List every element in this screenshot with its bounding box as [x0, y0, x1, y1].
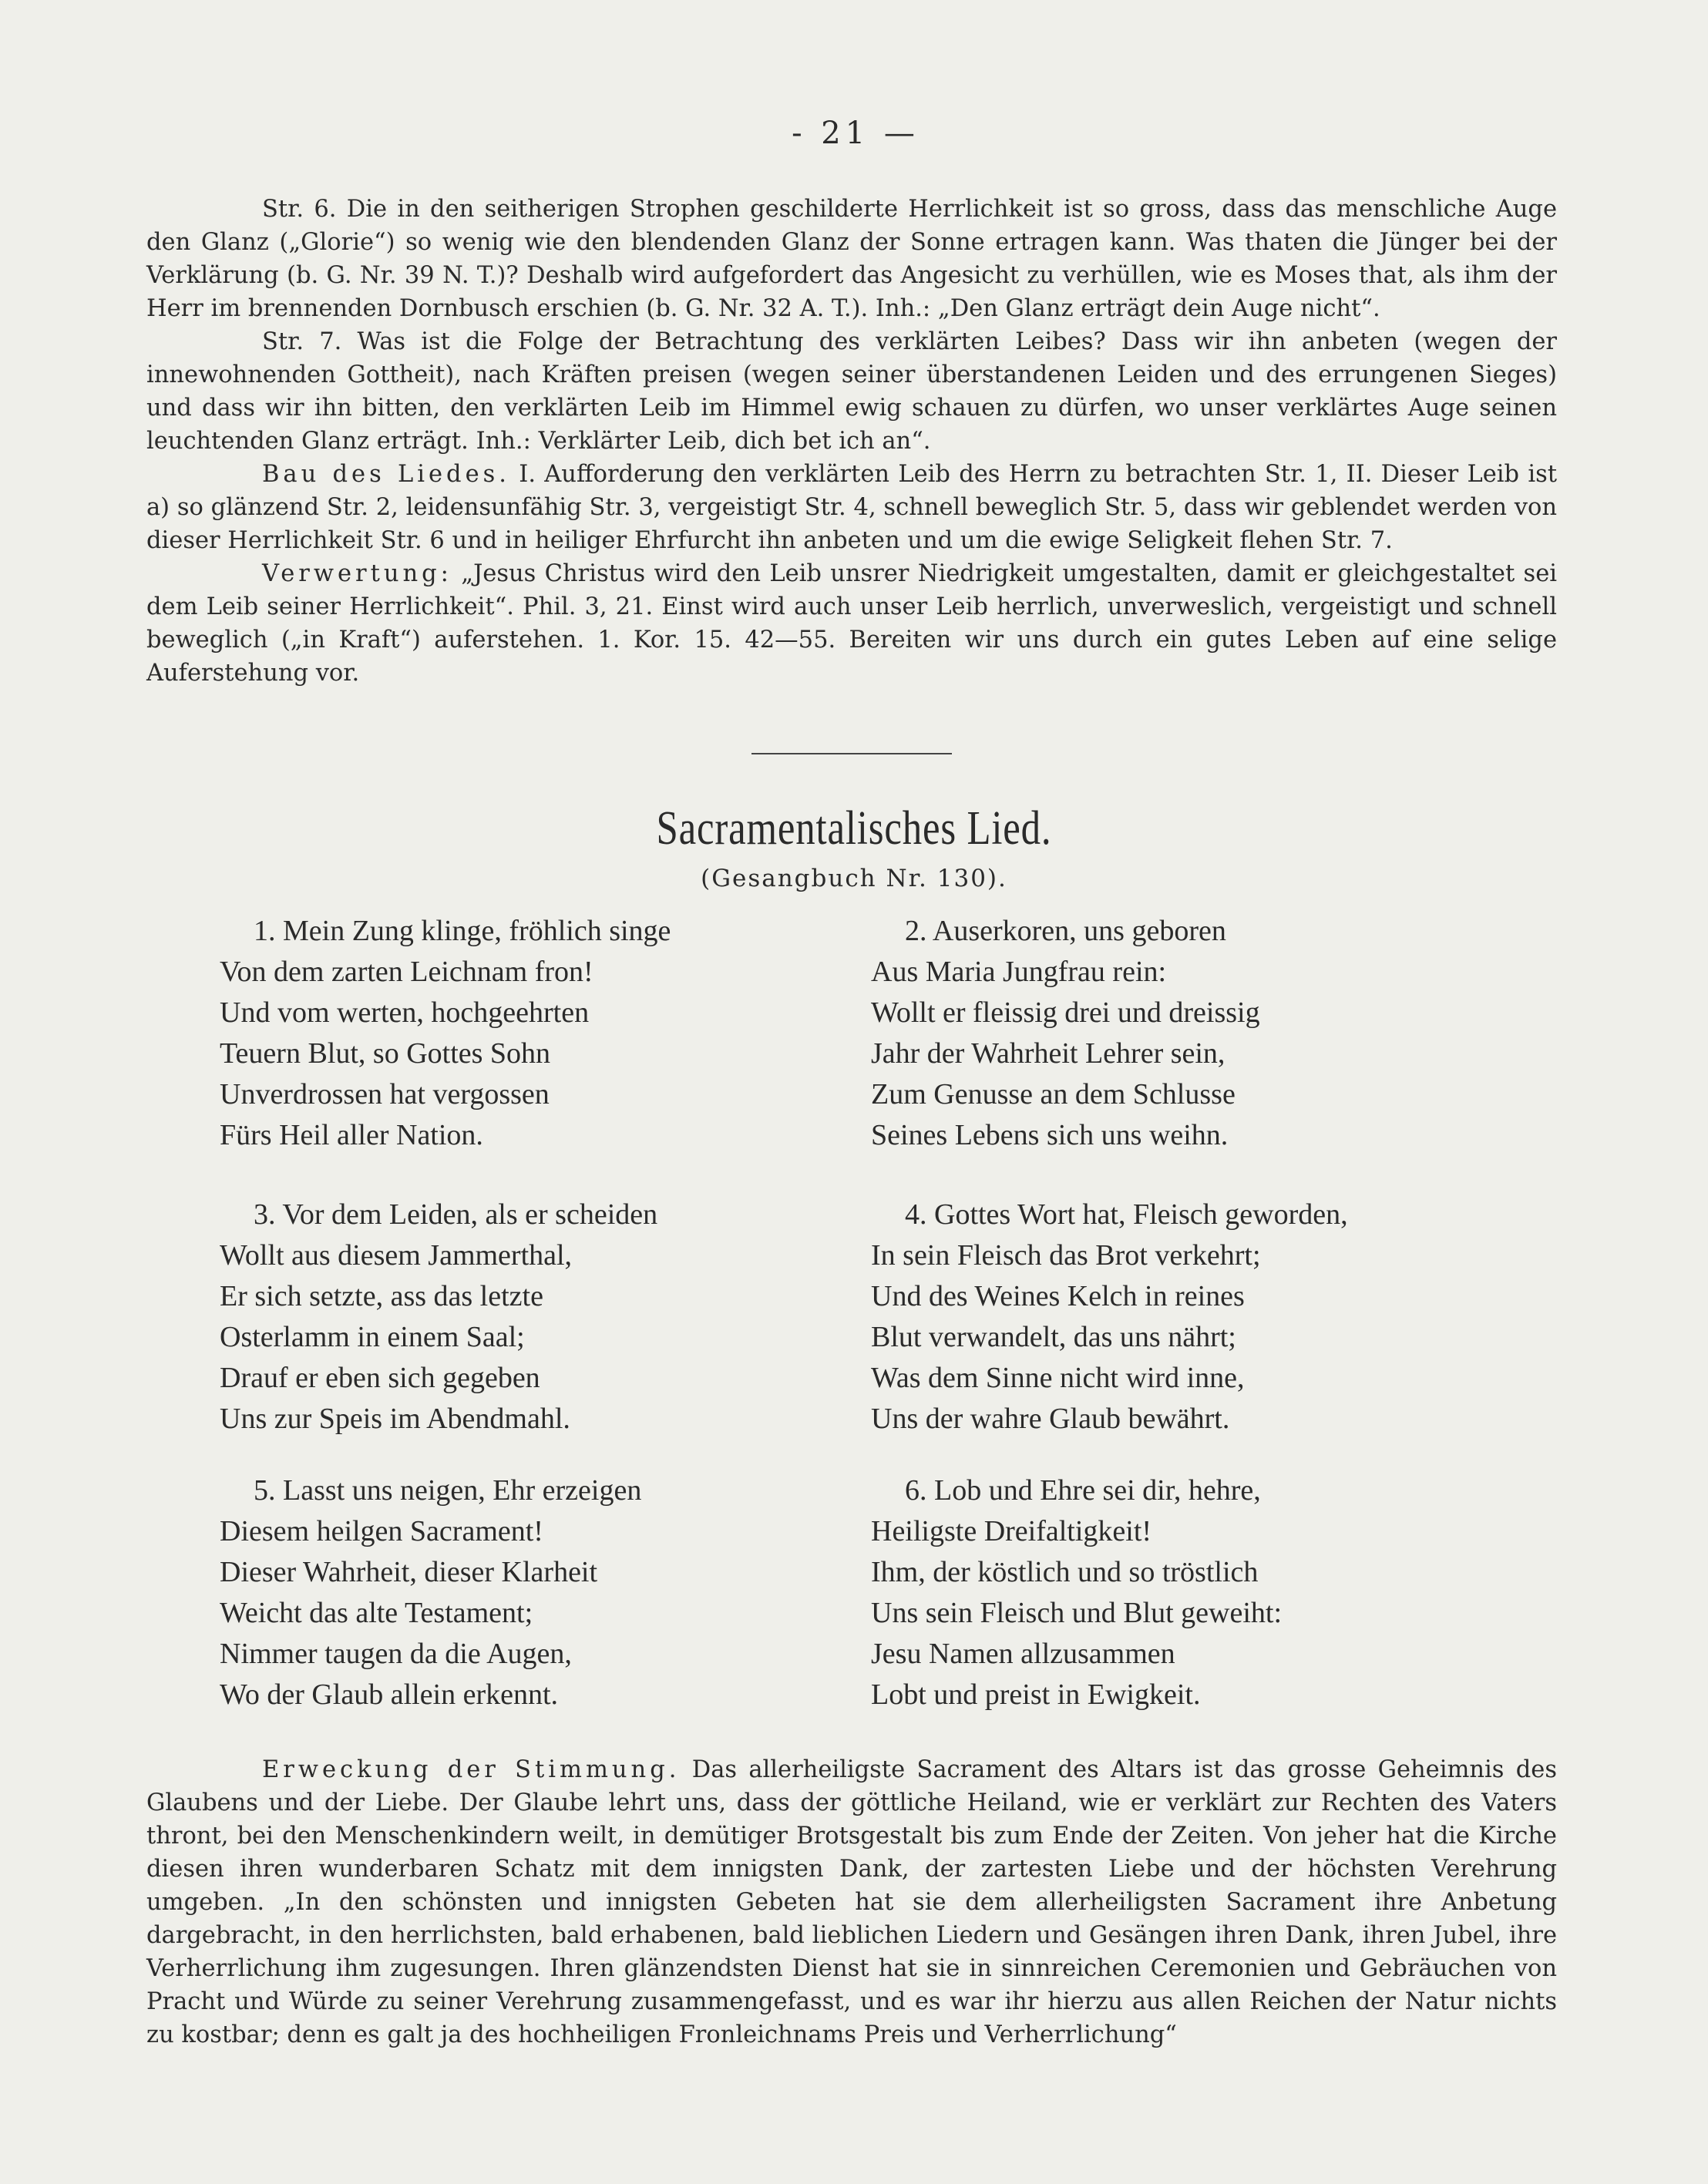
stanza-line: Aus Maria Jungfrau rein: [871, 956, 1167, 988]
stanza-line: Uns der wahre Glaub bewährt. [871, 1403, 1230, 1435]
stanza-line: Diesem heilgen Sacrament! [220, 1515, 543, 1547]
stanza-line: Er sich setzte, ass das letzte [220, 1280, 543, 1312]
paragraph-bau-des-liedes [146, 458, 1557, 557]
stanza-line: Seines Lebens sich uns weihn. [871, 1119, 1229, 1151]
stanza-line: Heiligste Dreifaltigkeit! [871, 1515, 1152, 1547]
stanza-line: Drauf er eben sich gegeben [220, 1362, 540, 1394]
stanza-line: Wollt er fleissig drei und dreissig [871, 996, 1260, 1029]
paragraph-str-7 [146, 325, 1557, 458]
paragraph-text: Die in den seitherigen Strophen geschilderte Herrlichkeit ist so gross, dass das menschliche Auge den Glanz („Glorie“) so wenig wie den blendenden Glanz der Sonne ertragen kann. Was thaten die Jünger bei der Verklärung (b. G. Nr. 39 N. T.)? Deshalb wird aufgefordert das Angesicht zu verhüllen, wie es Moses that, als ihm der Herr im brennenden Dornbusch erschien (b. G. Nr. 32 A. T.). Inh.: „Den Glanz erträgt dein Auge nicht“. [146, 196, 1557, 322]
paragraph-lead: Erweckung der Stimmung. [262, 1756, 681, 1783]
stanza-line: 5. Lasst uns neigen, Ehr erzeigen [254, 1474, 642, 1507]
stanza-line: Uns sein Fleisch und Blut geweiht: [871, 1597, 1283, 1629]
stanza-line: Wollt aus diesem Jammerthal, [220, 1239, 573, 1272]
top-prose [146, 193, 1557, 690]
stanza-line: Osterlamm in einem Saal; [220, 1321, 525, 1353]
stanza-3 [220, 1194, 657, 1440]
stanza-line: Nimmer taugen da die Augen, [220, 1638, 572, 1670]
stanza-line: Lobt und preist in Ewigkeit. [871, 1678, 1201, 1711]
page-number: - 21 — [792, 116, 920, 151]
section-divider [751, 753, 952, 754]
stanza-line: Jesu Namen allzusammen [871, 1638, 1175, 1670]
stanza-1 [220, 911, 671, 1156]
stanza-line: In sein Fleisch das Brot verkehrt; [871, 1239, 1261, 1272]
stanza-line: 1. Mein Zung klinge, fröhlich singe [254, 915, 671, 947]
paragraph-lead: Bau des Liedes. [262, 461, 510, 488]
stanza-line: Ihm, der köstlich und so tröstlich [871, 1556, 1259, 1588]
stanza-line: Blut verwandelt, das uns nährt; [871, 1321, 1236, 1353]
paragraph-erweckung [146, 1753, 1557, 2051]
stanza-line: Unverdrossen hat vergossen [220, 1078, 550, 1110]
stanza-line: Dieser Wahrheit, dieser Klarheit [220, 1556, 598, 1588]
stanza-line: 3. Vor dem Leiden, als er scheiden [254, 1198, 658, 1231]
stanza-line: Wo der Glaub allein erkennt. [220, 1678, 559, 1711]
stanza-5 [220, 1470, 641, 1715]
stanza-line: Zum Genusse an dem Schlusse [871, 1078, 1236, 1110]
paragraph-text: Das allerheiligste Sacrament des Altars ist das grosse Geheimnis des Glaubens und der Liebe. Der Glaube lehrt uns, dass der göttliche Heiland, wie er verklärt zur Rechten des Vaters thront, bei den Menschenkindern weilt, in demütiger Brotsgestalt bis zum Ende der Zeiten. Von jeher hat die Kirche diesen ihren wunderbaren Schatz mit dem innigsten Dank, der zartesten Liebe und der höchsten Verehrung umgeben. „In den schönsten und innigsten Gebeten hat sie dem allerheiligsten Sacrament ihre Anbetung dargebracht, in den herrlichsten, bald erhabenen, bald lieblichen Liedern und Gesängen ihren Dank, ihren Jubel, ihre Verherrlichung ihm zugesungen. Ihren glänzendsten Dienst hat sie in sinnreichen Ceremonien und Gebräuchen von Pracht und Würde zu seiner Verehrung zusammengefasst, und es war ihr hierzu aus allen Reichen der Natur nichts zu kostbar; denn es galt ja des hochheiligen Fronleichnams Preis und Verherrlichung“ [146, 1756, 1558, 2048]
stanza-6 [871, 1470, 1282, 1715]
paragraph-lead: Str. 6. [262, 196, 337, 223]
paragraph-text: Was ist die Folge der Betrachtung des verklärten Leibes? Dass wir ihn anbeten (wegen der innewohnenden Gottheit), nach Kräften preisen (wegen seiner überstandenen Leiden und des errungenen Sieges) und dass wir ihn bitten, den verklärten Leib im Himmel ewig schauen zu dürfen, wo unser verklärtes Auge seinen leuchtenden Glanz erträgt. Inh.: Verklärter Leib, dich bet ich an“. [146, 328, 1558, 455]
song-subtitle: (Gesangbuch Nr. 130). [701, 865, 1007, 892]
stanza-line: Und des Weines Kelch in reines [871, 1280, 1245, 1312]
stanza-line: Weicht das alte Testament; [220, 1597, 533, 1629]
paragraph-text: „Jesus Christus wird den Leib unsrer Niedrigkeit umgestalten, damit er gleichgestaltet sei dem Leib seiner Herrlichkeit“. Phil. 3, 21. Einst wird auch unser Leib herrlich, unverweslich, vergeistigt und schnell beweglich („in Kraft“) auferstehen. 1. Kor. 15. 42—55. Bereiten wir uns durch ein gutes Leben auf eine selige Auferstehung vor. [146, 560, 1557, 687]
paragraph-verwertung [146, 557, 1557, 690]
stanza-line: Uns zur Speis im Abendmahl. [220, 1403, 570, 1435]
song-title: Sacramentalisches Lied. [656, 802, 1052, 855]
stanza-line: 6. Lob und Ehre sei dir, hehre, [905, 1474, 1261, 1507]
stanza-line: Was dem Sinne nicht wird inne, [871, 1362, 1245, 1394]
paragraph-str-6 [146, 193, 1557, 325]
paragraph-lead: Verwertung: [262, 560, 452, 587]
stanza-2 [871, 911, 1260, 1156]
stanza-line: Jahr der Wahrheit Lehrer sein, [871, 1037, 1226, 1070]
stanza-line: Und vom werten, hochgeehrten [220, 996, 590, 1029]
stanza-line: 4. Gottes Wort hat, Fleisch geworden, [905, 1198, 1348, 1231]
stanza-line: Von dem zarten Leichnam fron! [220, 956, 593, 988]
stanza-line: Fürs Heil aller Nation. [220, 1119, 483, 1151]
stanza-line: Teuern Blut, so Gottes Sohn [220, 1037, 551, 1070]
bottom-prose [146, 1753, 1557, 2051]
stanza-line: 2. Auserkoren, uns geboren [905, 915, 1226, 947]
paragraph-lead: Str. 7. [262, 328, 342, 355]
paragraph-text: I. Aufforderung den verklärten Leib des Herrn zu betrachten Str. 1, II. Dieser Leib ist a) so glänzend Str. 2, leidensunfähig Str. 3, vergeistigt Str. 4, schnell beweglich Str. 5, dass wir geblendet werden von dieser Herrlichkeit Str. 6 und in heiliger Ehrfurcht ihn anbeten und um die ewige Seligkeit flehen Str. 7. [146, 461, 1557, 554]
stanza-4 [871, 1194, 1348, 1440]
